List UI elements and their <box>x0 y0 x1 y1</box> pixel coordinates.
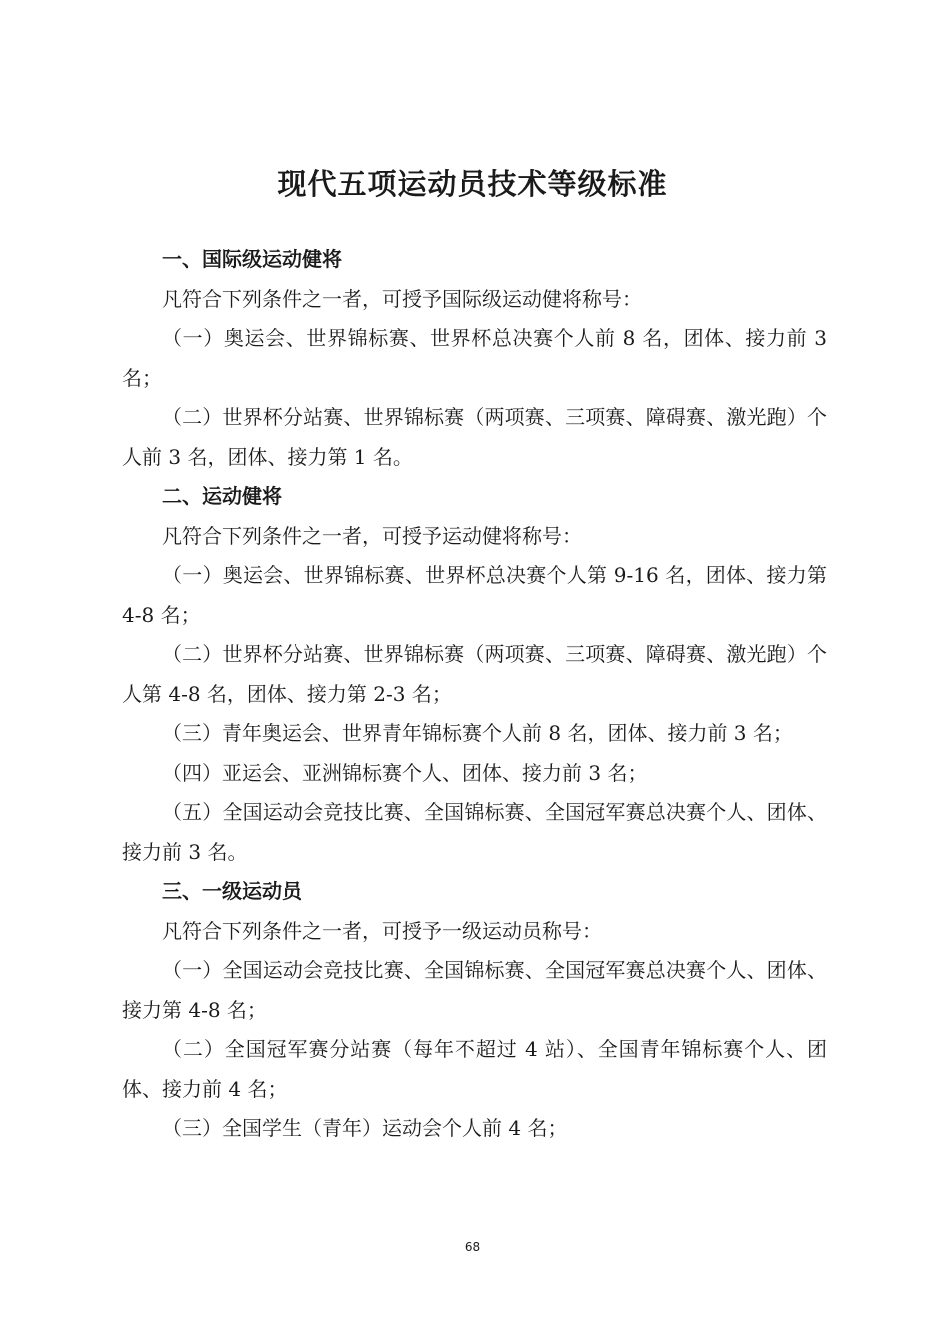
paragraph: （一）奥运会、世界锦标赛、世界杯总决赛个人第 9-16 名，团体、接力第 4-8 名； <box>122 563 827 627</box>
document-body <box>122 240 827 1149</box>
section-heading: 三、一级运动员 <box>162 879 302 903</box>
paragraph: （二）世界杯分站赛、世界锦标赛（两项赛、三项赛、障碍赛、激光跑）个人前 3 名，团体、接力第 1 名。 <box>122 405 827 469</box>
page-number: 68 <box>464 1240 481 1254</box>
paragraph: （二）全国冠军赛分站赛（每年不超过 4 站）、全国青年锦标赛个人、团体、接力前 4 名； <box>122 1037 827 1101</box>
document-title: 现代五项运动员技术等级标准 <box>277 167 668 202</box>
paragraph: 凡符合下列条件之一者，可授予运动健将称号： <box>162 523 582 548</box>
paragraph: 凡符合下列条件之一者，可授予一级运动员称号： <box>162 918 602 943</box>
paragraph: （四）亚运会、亚洲锦标赛个人、团体、接力前 3 名； <box>162 760 648 785</box>
section-heading: 一、国际级运动健将 <box>162 247 342 271</box>
paragraph: 凡符合下列条件之一者，可授予国际级运动健将称号： <box>162 286 642 311</box>
paragraph: （五）全国运动会竞技比赛、全国锦标赛、全国冠军赛总决赛个人、团体、接力前 3 名。 <box>122 800 827 864</box>
paragraph: （三）全国学生（青年）运动会个人前 4 名； <box>162 1116 568 1140</box>
section-heading: 二、运动健将 <box>162 484 282 508</box>
paragraph: （二）世界杯分站赛、世界锦标赛（两项赛、三项赛、障碍赛、激光跑）个人第 4-8 名，团体、接力第 2-3 名； <box>122 642 827 706</box>
paragraph: （一）全国运动会竞技比赛、全国锦标赛、全国冠军赛总决赛个人、团体、接力第 4-8 名； <box>122 958 827 1022</box>
paragraph: （三）青年奥运会、世界青年锦标赛个人前 8 名，团体、接力前 3 名； <box>162 721 793 745</box>
paragraph: （一）奥运会、世界锦标赛、世界杯总决赛个人前 8 名，团体、接力前 3 名； <box>122 326 827 390</box>
